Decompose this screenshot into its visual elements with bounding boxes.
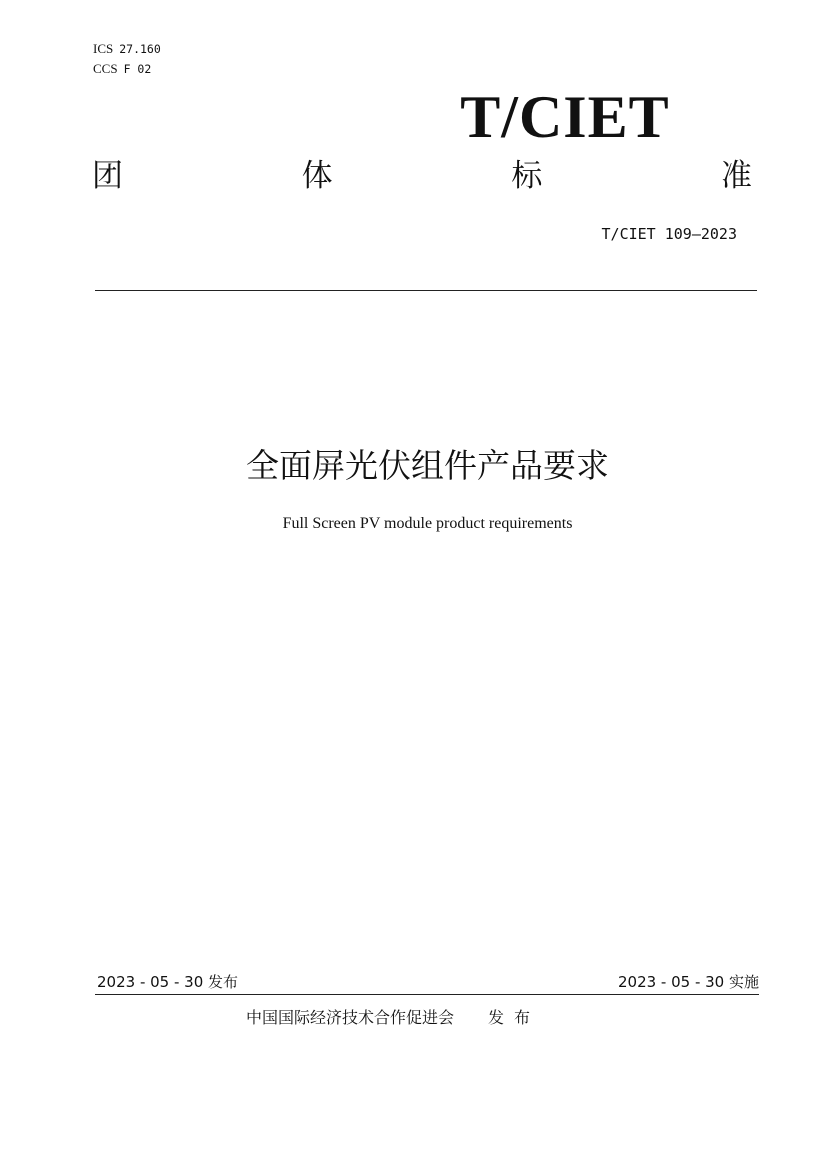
publisher-line	[246, 1007, 540, 1029]
ics-value: 27.160	[119, 42, 161, 56]
standard-number: T/CIET 109—2023	[601, 225, 737, 243]
document-title-zh: 全面屏光伏组件产品要求	[246, 446, 609, 485]
ics-code-line	[93, 42, 161, 56]
standard-type	[92, 156, 752, 196]
publisher-name: 中国国际经济技术合作促进会	[246, 1008, 455, 1027]
standard-type-char-3: 标	[511, 158, 543, 194]
publish-action: 发布	[488, 1008, 541, 1027]
ccs-value: F 02	[123, 62, 152, 76]
top-divider	[95, 290, 757, 291]
ccs-code-line	[93, 62, 151, 76]
ccs-label: CCS	[93, 61, 118, 76]
standard-type-char-4: 准	[720, 158, 752, 194]
brand-mark: T/CIET	[460, 84, 670, 150]
bottom-divider	[95, 994, 759, 995]
standard-type-char-1: 团	[92, 158, 123, 194]
document-title-en: Full Screen PV module product requirements	[282, 515, 573, 532]
implementation-date: 2023 - 05 - 30 实施	[617, 973, 759, 991]
standard-type-char-2: 体	[301, 158, 333, 194]
ics-label: ICS	[93, 41, 114, 56]
issue-date: 2023 - 05 - 30 发布	[97, 973, 239, 991]
